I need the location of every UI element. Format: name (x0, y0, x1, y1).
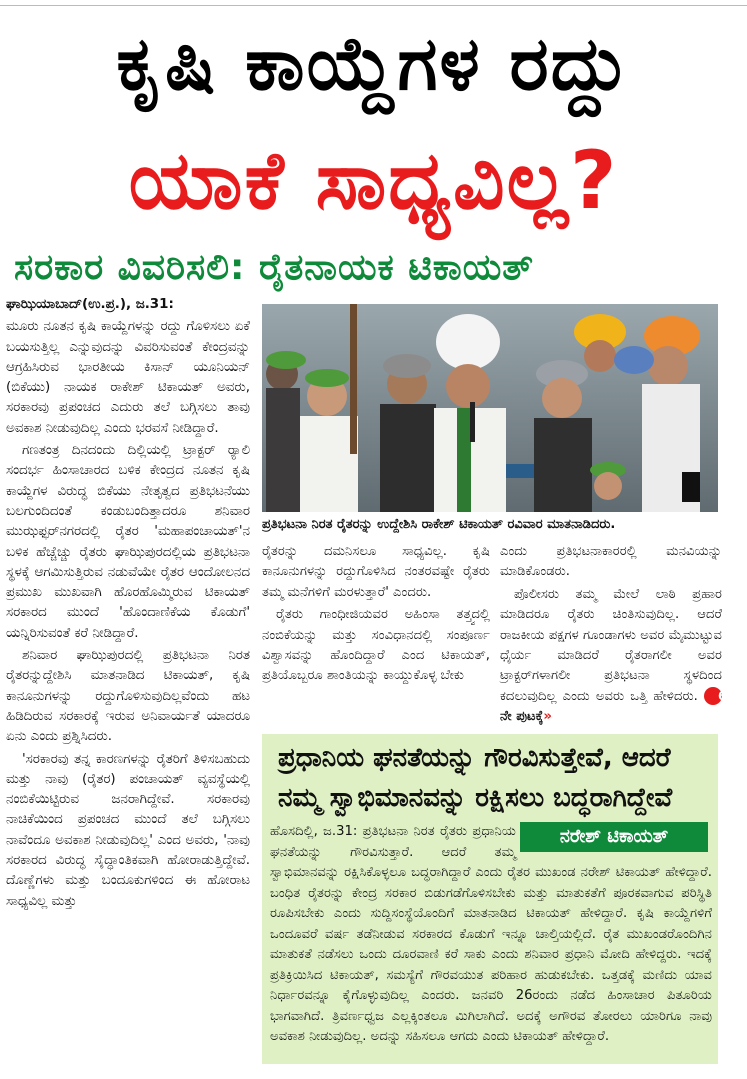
middle-paragraph-1: ರೈತರನ್ನು ದಮನಿಸಲೂ ಸಾಧ್ಯವಿಲ್ಲ. ಕೃಷಿ ಕಾನೂನುಗಳನ್ನು ರದ್ದುಗೊಳಿಸಿದ ನಂತರವಷ್ಟೇ ರೈತರು ತಮ್ಮ ಮನೆಗಳಿಗೆ ಮರಳುತ್ತಾರೆ' ಎಂದರು. (262, 544, 490, 600)
left-paragraph-4: 'ಸರಕಾರವು ತನ್ನ ಕಾರಣಗಳನ್ನು ರೈತರಿಗೆ ತಿಳಿಸಬಹುದು ಮತ್ತು ನಾವು (ರೈತರ) ಪಂಚಾಯತ್ ವ್ಯವಸ್ಥೆಯಲ್ಲಿ ನಂಬಿಕೆಯಿಟ್ಟಿರುವ ಜನರಾಗಿದ್ದೇವೆ. ಸರಕಾರವು ನಾಚಿಕೆಯಿಂದ ಪ್ರಪಂಚದ ಮುಂದೆ ತಲೆ ಬಗ್ಗಿಸಲು ನಾವೆಂದೂ ಅವಕಾಶ ನೀಡುವುದಿಲ್ಲ' ಎಂದ ಅವರು, 'ನಾವು ಸರಕಾರದ ವಿರುದ್ಧ ಸೈದ್ಧಾಂತಿಕವಾಗಿ ಹೋರಾಡುತ್ತಿದ್ದೇವೆ. ದೊಣ್ಣೆಗಳು ಮತ್ತು ಬಂದೂಕುಗಳಿಂದ ಈ ಹೋರಾಟ ಸಾಧ್ಯವಿಲ್ಲ ಮತ್ತು (6, 751, 250, 909)
right-paragraph-2: ಪೊಲೀಸರು ತಮ್ಮ ಮೇಲೆ ಲಾಠಿ ಪ್ರಹಾರ ಮಾಡಿದರೂ ರೈತರು ಚಿಂತಿಸುವುದಿಲ್ಲ. ಆದರೆ ರಾಜಕೀಯ ಪಕ್ಷಗಳ ಗೂಂಡಾಗಳು ಅವರ ಮೈಮುಟ್ಟುವ ಧೈರ್ಯ ಮಾಡಿದರೆ ರೈತರಾಗಲೀ ಅವರ ಟ್ರಾಕ್ಟರ್‌ಗಳಾಗಲೀ ಪ್ರತಿಭಟನಾ ಸ್ಥಳದಿಂದ ಕದಲುವುದಿಲ್ಲ ಎಂದು ಅವರು ಒತ್ತಿ ಹೇಳಿದರು. 6ನೇ ಪುಟಕ್ಕೆ» (500, 586, 727, 725)
continued-arrow-icon: » (543, 709, 552, 725)
headline-line-2: ಯಾಕೆ ಸಾಧ್ಯವಿಲ್ಲ? (128, 134, 619, 227)
right-column (500, 542, 727, 730)
box-body: ಹೊಸದಿಲ್ಲಿ, ಜ.31: ಪ್ರತಿಭಟನಾ ನಿರತ ರೈತರು ಪ್ರಧಾನಿಯ ಘನತೆಯನ್ನು ಗೌರವಿಸುತ್ತಾರೆ. ಆದರೆ ತಮ್ಮ ಸ್ವಾಭಿಮಾನವನ್ನು ರಕ್ಷಿಸಿಕೊಳ್ಳಲೂ ಬದ್ಧರಾಗಿದ್ದಾರೆ ಎಂದು ರೈತರ ಮುಖಂಡ ನರೇಶ್ ಟಿಕಾಯತ್ ಹೇಳಿದ್ದಾರೆ. ಬಂಧಿತ ರೈತರನ್ನು ಕೇಂದ್ರ ಸರಕಾರ ಬಿಡುಗಡೆಗೊಳಿಸಬೇಕು ಮತ್ತು ಮಾತುಕತೆಗೆ ಪೂರಕವಾಗುವ ಪರಿಸ್ಥಿತಿ ರೂಪಿಸಬೇಕು ಎಂದು ಸುದ್ದಿಸಂಸ್ಥೆಯೊಂದಿಗೆ ಮಾತನಾಡಿದ ಟಿಕಾಯತ್ ಹೇಳಿದ್ದಾರೆ. ಕೃಷಿ ಕಾಯ್ದೆಗಳಿಗೆ ಒಂದೂವರೆ ವರ್ಷ ತಡೆನೀಡುವ ಸರಕಾರದ ಕೊಡುಗೆ ಇನ್ನೂ ಚಾಲ್ತಿಯಲ್ಲಿದೆ. ರೈತ ಮುಖಂಡರೊಂದಿಗಿನ ಮಾತುಕತೆ ನಡೆಸಲು ಒಂದು ದೂರವಾಣಿ ಕರೆ ಸಾಕು ಎಂದು ಶನಿವಾರ ಪ್ರಧಾನಿ ಮೋದಿ ಹೇಳಿದ್ದರು. ಇದಕ್ಕೆ ಪ್ರತಿಕ್ರಿಯಿಸಿದ ಟಿಕಾಯತ್, ಸಮಸ್ಯೆಗೆ ಗೌರವಯುತ ಪರಿಹಾರ ಹುಡುಕಬೇಕು. ಒತ್ತಡಕ್ಕೆ ಮಣಿದು ಯಾವ ನಿರ್ಧಾರವನ್ನೂ ಕೈಗೊಳ್ಳುವುದಿಲ್ಲ ಎಂದರು. ಜನವರಿ 26ರಂದು ನಡೆದ ಹಿಂಸಾಚಾರ ಪಿತೂರಿಯ ಭಾಗವಾಗಿದೆ. ತ್ರಿವರ್ಣಧ್ವಜ ಎಲ್ಲಕ್ಕಿಂತಲೂ ಮಿಗಿಲಾಗಿದೆ. ಅದಕ್ಕೆ ಅಗೌರವ ತೋರಲು ಯಾರಿಗೂ ನಾವು ಅವಕಾಶ ನೀಡುವುದಿಲ್ಲ. ಅದನ್ನು ಸಹಿಸಲೂ ಆಗದು ಎಂದು ಟಿಕಾಯತ್ ಹೇಳಿದ್ದಾರೆ. (270, 824, 712, 1044)
page-top-rule (0, 0, 747, 6)
box-headline: ಪ್ರಧಾನಿಯ ಘನತೆಯನ್ನು ಗೌರವಿಸುತ್ತೇವೆ, ಆದರೆ ನಮ್ಮ ಸ್ವಾಭಿಮಾನವನ್ನು ರಕ್ಷಿಸಲು ಬದ್ಧರಾಗಿದ್ದೇವೆ (278, 743, 673, 813)
left-paragraph-2: ಗಣತಂತ್ರ ದಿನದಂದು ದಿಲ್ಲಿಯಲ್ಲಿ ಟ್ರಾಕ್ಟರ್ ರ‍್ಯಾಲಿ ಸಂದರ್ಭ ಹಿಂಸಾಚಾರದ ಬಳಿಕ ಕೇಂದ್ರದ ನೂತನ ಕೃಷಿ ಕಾಯ್ದೆಗಳ ವಿರುದ್ಧ ಬಿಕೆಯು ನೇತೃತ್ವದ ಪ್ರತಿಭಟನೆಯು ಬಲಗುಂದಿದಂತೆ ಕಂಡುಬಂದಿತ್ತಾದರೂ ಶನಿವಾರ ಮುಝಫ್ಫರ್‌ನಗರದಲ್ಲಿ ರೈತರ 'ಮಹಾಪಂಚಾಯತ್'ನ ಬಳಿಕ ಹೆಚ್ಚೆಚ್ಚು ರೈತರು ಘಾಝಿಪುರದಲ್ಲಿಯ ಪ್ರತಿಭಟನಾ ಸ್ಥಳಕ್ಕೆ ಆಗಮಿಸುತ್ತಿರುವ ನಡುವೆಯೇ ರೈತರ ಆಂದೋಲನದ ಪ್ರಮುಖ ಮುಖವಾಗಿ ಹೊರಹೊಮ್ಮಿರುವ ಟಿಕಾಯತ್ ಸರಕಾರದ ಮುಂದೆ 'ಹೊಂದಾಣಿಕೆಯ ಕೊಡುಗೆ' ಯನ್ನಿರಿಸುವಂತೆ ಕರೆ ನೀಡಿದ್ದಾರೆ. (6, 443, 250, 641)
subheadline: ಸರಕಾರ ವಿವರಿಸಲಿ: ರೈತನಾಯಕ ಟಿಕಾಯತ್ (14, 247, 535, 288)
middle-paragraph-2: ರೈತರು ಗಾಂಧೀಜಿಯವರ ಅಹಿಂಸಾ ತತ್ತ್ವದಲ್ಲಿ ನಂಬಿಕೆಯನ್ನು ಮತ್ತು ಸಂವಿಧಾನದಲ್ಲಿ ಸಂಪೂರ್ಣ ವಿಶ್ವಾಸವನ್ನು ಹೊಂದಿದ್ದಾರೆ ಎಂದ ಟಿಕಾಯತ್, ಪ್ರತಿಯೊಬ್ಬರೂ ಶಾಂತಿಯನ್ನು ಕಾಯ್ದುಕೊಳ್ಳ ಬೇಕು (262, 607, 490, 684)
news-photo (262, 304, 718, 512)
left-paragraph-3: ಶನಿವಾರ ಘಾಝಿಪುರದಲ್ಲಿ ಪ್ರತಿಭಟನಾ ನಿರತ ರೈತರನ್ನುದ್ದೇಶಿಸಿ ಮಾತನಾಡಿದ ಟಿಕಾಯತ್, ಕೃಷಿ ಕಾನೂನುಗಳನ್ನು ರದ್ದುಗೊಳಿಸುವುದಿಲ್ಲವೆಂದು ಹಟ ಹಿಡಿದಿರುವ ಸರಕಾರಕ್ಕೆ ಇರುವ ಅನಿವಾರ್ಯತೆ ಯಾದರೂ ಏನು ಎಂದು ಪ್ರಶ್ನಿಸಿದರು. (6, 648, 250, 745)
continued-page-badge[interactable]: 6 (704, 687, 722, 705)
box-tag: ನರೇಶ್ ಟಿಕಾಯತ್ (520, 822, 708, 852)
left-column (6, 295, 250, 914)
continued-label[interactable]: ನೇ ಪುಟಕ್ಕೆ (500, 709, 544, 725)
headline-line-1: ಕೃಷಿ ಕಾಯ್ದೆಗಳ ರದ್ದು (116, 21, 631, 107)
protest-photo-illustration (262, 304, 718, 512)
left-paragraph-1: ಮೂರು ನೂತನ ಕೃಷಿ ಕಾಯ್ದೆಗಳನ್ನು ರದ್ದು ಗೊಳಿಸಲು ಏಕೆ ಬಯಸುತ್ತಿಲ್ಲ ಎನ್ನುವುದನ್ನು ವಿವರಿಸುವಂತೆ ಕೇಂದ್ರವನ್ನು ಆಗ್ರಹಿಸಿರುವ ಭಾರತೀಯ ಕಿಸಾನ್ ಯೂನಿಯನ್ (ಬಿಕೆಯು) ನಾಯಕ ರಾಕೇಶ್ ಟಿಕಾಯತ್ ಅವರು, ಸರಕಾರವು ಪ್ರಪಂಚದ ಎದುರು ತಲೆ ಬಗ್ಗಿಸಲು ತಾವು ಅವಕಾಶ ನೀಡುವುದಿಲ್ಲ ಎಂದು ಭರವಸೆ ನೀಡಿದ್ದಾರೆ. (6, 319, 250, 436)
tag-spacer (516, 822, 712, 854)
middle-column (262, 542, 490, 689)
right-paragraph-1: ಎಂದು ಪ್ರತಿಭಟನಾಕಾರರಲ್ಲಿ ಮನವಿಯನ್ನು ಮಾಡಿಕೊಂಡರು. (500, 544, 722, 580)
dateline: ಘಾಝಿಯಾಬಾದ್(ಉ.ಪ್ರ.), ಜ.31: (6, 297, 174, 312)
photo-caption: ಪ್ರತಿಭಟನಾ ನಿರತ ರೈತರನ್ನು ಉದ್ದೇಶಿಸಿ ರಾಕೇಶ್ ಟಿಕಾಯತ್ ರವಿವಾರ ಮಾತನಾಡಿದರು. (262, 517, 616, 532)
